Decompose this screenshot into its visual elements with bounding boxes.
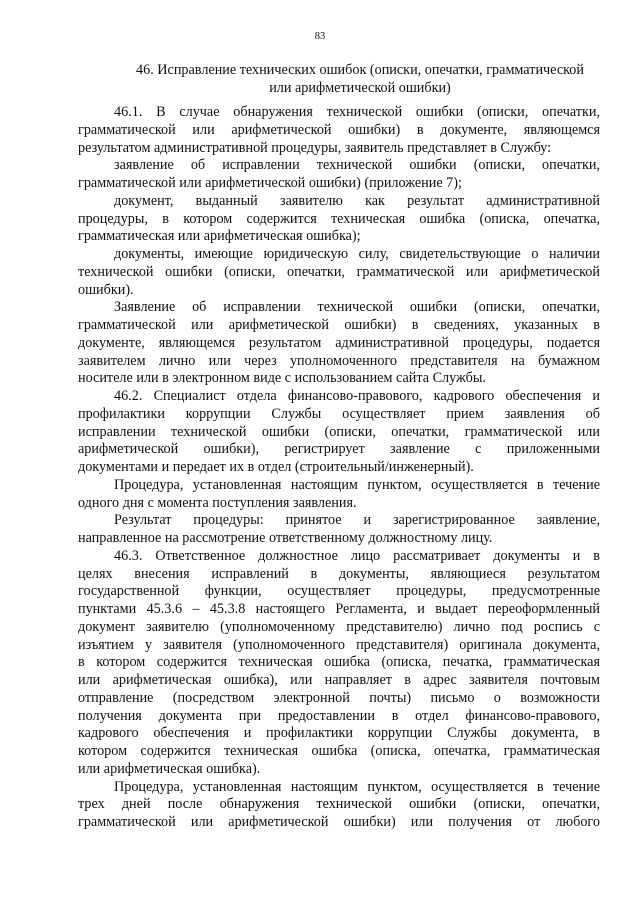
paragraph-line: профилактики коррупции Службы осуществляет прием заявления об xyxy=(78,405,600,422)
paragraph xyxy=(78,512,600,548)
paragraph xyxy=(78,477,600,513)
paragraph-line: 46.2. Специалист отдела финансово-правового, кадрового обеспечения и xyxy=(114,388,600,404)
paragraph-line: грамматической или арифметической ошибки) (приложение 7); xyxy=(78,175,462,191)
paragraph-line: арифметической ошибки), регистрирует заявление с приложенными xyxy=(78,441,600,458)
paragraph-line: документами и передает их в отдел (строительный/инженерный). xyxy=(78,459,474,475)
paragraph-line: документ, выданный заявителю как результат административной xyxy=(114,192,600,209)
paragraph-line: пунктами 45.3.6 – 45.3.8 настоящего Регламента, и выдает переоформленный xyxy=(78,601,600,617)
paragraph-line: получения документа при предоставлении в отдел финансово-правового, xyxy=(78,707,600,724)
paragraph xyxy=(78,388,600,477)
paragraph-line: или арифметическая ошибка), или направляет в адрес заявителя почтовым xyxy=(78,672,600,688)
paragraph-line: документы, имеющие юридическую силу, свидетельствующие о наличии xyxy=(114,246,600,262)
section-heading-line: или арифметической ошибки) xyxy=(269,79,451,96)
section-heading xyxy=(120,62,600,97)
paragraph-line: грамматической или арифметической ошибки) или получения от любого xyxy=(78,814,600,830)
paragraph-line: направленное на рассмотрение ответственному должностному лицу. xyxy=(78,530,493,546)
paragraph-line: процедуры, в котором содержится техническая ошибка (описка, опечатка, xyxy=(78,210,600,227)
paragraph-line: технической ошибки (описки, опечатки, грамматической или арифметической xyxy=(78,263,600,280)
page-number: 83 xyxy=(314,31,326,42)
paragraph xyxy=(78,193,600,246)
section-heading-line: 46. Исправление технических ошибок (описки, опечатки, грамматической xyxy=(136,62,584,78)
document-body xyxy=(78,104,600,832)
paragraph xyxy=(78,246,600,299)
paragraph-line: результатом административной процедуры, заявитель представляет в Службу: xyxy=(78,139,552,156)
paragraph xyxy=(78,157,600,193)
paragraph-line: целях внесения исправлений в документы, являющиеся результатом xyxy=(78,565,600,582)
paragraph xyxy=(78,548,600,779)
paragraph-line: грамматической или арифметической ошибки) в документе, являющемся xyxy=(78,121,600,138)
paragraph-line: грамматическая или арифметическая ошибка); xyxy=(78,228,361,245)
paragraph-line: котором содержится техническая ошибка (описка, опечатка, грамматическая xyxy=(78,743,600,759)
paragraph xyxy=(78,299,600,388)
paragraph-line: документ заявителю (уполномоченному представителю) лично под роспись с xyxy=(78,618,600,635)
paragraph-line: в котором содержится техническая ошибка (описка, печатка, грамматическая xyxy=(78,654,600,671)
paragraph-line: кадрового обеспечения и профилактики коррупции Службы документа, в xyxy=(78,725,600,742)
paragraph-line: или арифметическая ошибка). xyxy=(78,760,261,777)
paragraph-line: грамматической или арифметической ошибки) в сведениях, указанных в xyxy=(78,317,600,333)
paragraph-line: заявителем лично или через уполномоченного представителя на бумажном xyxy=(78,352,600,369)
paragraph-line: 46.1. В случае обнаружения технической ошибки (описки, опечатки, xyxy=(114,104,600,120)
paragraph-line: Процедура, установленная настоящим пунктом, осуществляется в течение xyxy=(114,778,600,795)
paragraph-line: Процедура, установленная настоящим пунктом, осуществляется в течение xyxy=(114,476,600,493)
paragraph-line: 46.3. Ответственное должностное лицо рассматривает документы и в xyxy=(114,547,600,564)
paragraph-line: одного дня с момента поступления заявления. xyxy=(78,494,357,511)
paragraph-line: заявление об исправлении технической ошибки (описки, опечатки, xyxy=(114,157,600,174)
paragraph xyxy=(78,779,600,832)
paragraph-line: Результат процедуры: принятое и зарегистрированное заявление, xyxy=(114,512,600,529)
paragraph-line: исправлении технической ошибки (описки, опечатки, грамматической или xyxy=(78,423,600,440)
paragraph-line: изъятием у заявителя (уполномоченного представителя) оригинала документа, xyxy=(78,636,600,653)
paragraph-line: отправление (посредством электронной почты) письмо о возможности xyxy=(78,689,600,706)
paragraph-line: ошибки). xyxy=(78,281,134,298)
paragraph-line: трех дней после обнаружения технической ошибки (описки, опечатки, xyxy=(78,796,600,813)
paragraph-line: носителе или в электронном виде с использованием сайта Службы. xyxy=(78,370,486,387)
paragraph xyxy=(78,104,600,157)
paragraph-line: Заявление об исправлении технической ошибки (описки, опечатки, xyxy=(114,299,600,316)
paragraph-line: документе, являющемся результатом административной процедуры, подается xyxy=(78,334,600,351)
paragraph-line: государственной функции, осуществляет процедуры, предусмотренные xyxy=(78,583,600,600)
